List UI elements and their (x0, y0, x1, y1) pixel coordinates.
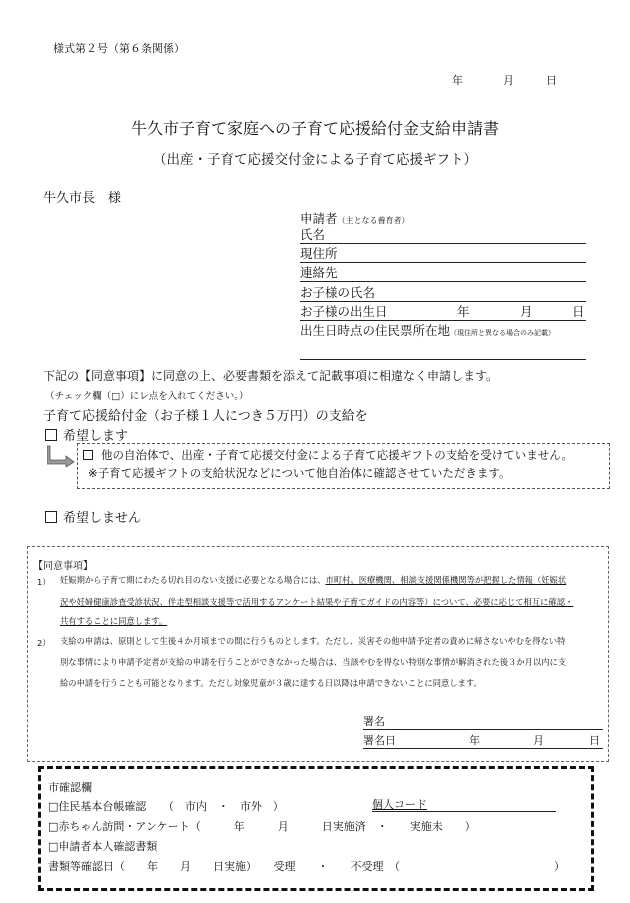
consent-item1-number: 1） (37, 577, 51, 587)
child-name-label: お子様の氏名 (300, 285, 376, 300)
option-wish[interactable] (45, 425, 128, 444)
consent-item1-b: 市町村、医療機関、相談支援関係機関等が把握した情報（妊娠状 (325, 575, 567, 585)
check-note: （チェック欄（□）にレ点を入れてください。） (45, 391, 249, 402)
consent-item1-line2: 況や妊婦健康診査受診状況、伴走型相談支援等で活用するアンケート結果や子育てガイドの内容等）について、必要に応じて相互に確認・ (60, 597, 574, 607)
registry-address-field[interactable] (300, 359, 586, 360)
sig-day-label: 日 (589, 734, 600, 747)
no-wish-checkbox[interactable] (45, 511, 57, 523)
wish-checkbox[interactable] (45, 429, 57, 441)
id-documents-check[interactable]: □申請者本人確認書類 (48, 840, 158, 853)
option-no-wish-label: 希望しません (63, 511, 142, 526)
applicant-heading-note: （主となる養育者） (337, 216, 410, 225)
option-wish-label: 希望します (63, 429, 129, 444)
contact-field[interactable] (300, 264, 586, 282)
child-birthdate-field[interactable] (300, 303, 586, 321)
contact-label: 連絡先 (300, 265, 338, 280)
addressee: 牛久市長 様 (43, 191, 122, 206)
form-subtitle: （出産・子育て応援交付金による子育て応援ギフト） (153, 152, 477, 168)
date-month-label: 月 (503, 74, 514, 87)
signature-field[interactable] (363, 715, 603, 730)
consent-item2-number: 2） (37, 638, 51, 648)
personal-code-field[interactable] (372, 798, 556, 812)
child-name-field[interactable] (300, 284, 586, 302)
applicant-heading-label: 申請者 (300, 211, 338, 226)
no-other-gift-option[interactable] (83, 447, 573, 463)
signature-label: 署名 (363, 715, 385, 728)
consent-item2-line1: 支給の申請は、原則として生後４か月頃までの間に行うものとします。ただし、災害その他申請予定者の責めに帰さないやむを得ない特 (60, 636, 566, 646)
birth-year-label: 年 (457, 304, 470, 319)
address-label: 現住所 (300, 246, 338, 261)
signature-date-field[interactable] (363, 734, 603, 749)
registry-address-row (300, 322, 586, 339)
consent-item2-line2: 別な事情により申請予定者が支給の申請を行うことができなかった場合は、当該やむを得ない特別な事情が解消された後３か月以内に支 (60, 657, 567, 667)
consent-item1-line1 (60, 576, 566, 585)
city-heading: 市確認欄 (48, 781, 92, 794)
birth-day-label: 日 (572, 304, 585, 319)
personal-code-label: 個人コード (372, 798, 427, 811)
consent-item1-a: 妊娠期から子育て期にわたる切れ目のない支援に必要となる場合には、 (60, 575, 326, 585)
name-field[interactable] (300, 226, 586, 244)
applicant-heading (300, 209, 410, 227)
consent-item1-line3: 共有することに同意します。 (60, 616, 168, 626)
name-label: 氏名 (300, 227, 326, 242)
birth-month-label: 月 (520, 304, 533, 319)
child-birthdate-label: お子様の出生日 (300, 304, 388, 319)
sub-option-line2: ※子育て応援ギフトの支給状況などについて他自治体に確認させていただきます。 (88, 466, 511, 480)
date-day-label: 日 (546, 74, 557, 87)
address-field[interactable] (300, 245, 586, 263)
form-title: 牛久市子育て家庭への子育て応援給付金支給申請書 (130, 119, 499, 138)
lead-text: 下記の【同意事項】に同意の上、必要書類を添えて記載事項に相違なく申請します。 (43, 369, 499, 383)
corner-arrow-icon (47, 445, 77, 467)
sub-option-line1: 他の自治体で、出産・子育て応援交付金による子育て応援ギフトの支給を受けていません。 (101, 448, 573, 462)
option-no-wish[interactable] (45, 507, 141, 526)
sig-year-label: 年 (469, 734, 480, 747)
sig-month-label: 月 (533, 734, 544, 747)
signature-date-label: 署名日 (363, 734, 396, 747)
document-check-date[interactable]: 書類等確認日（ 年 月 日実施） 受理 ・ 不受理 （ ） (48, 860, 565, 873)
form-number: 様式第２号（第６条関係） (53, 42, 185, 55)
consent-heading: 【同意事項】 (33, 561, 93, 572)
resident-registry-check[interactable]: □住民基本台帳確認 （ 市内 ・ 市外 ） (48, 800, 284, 813)
registry-address-label: 出生日時点の住民票所在地 (300, 323, 451, 338)
baby-visit-check[interactable]: □赤ちゃん訪問・アンケート（ 年 月 日実施済 ・ 実施未 ） (48, 820, 476, 833)
support-question: 子育て応援給付金（お子様１人につき５万円）の支給を (43, 409, 368, 424)
no-other-gift-checkbox[interactable] (83, 450, 93, 460)
date-year-label: 年 (452, 74, 463, 87)
consent-item2-line3: 給の申請を行うことも可能となります。ただし対象児童が３歳に達する日以降は申請できないことに同意します。 (60, 678, 482, 688)
registry-address-note: （現住所と異なる場合のみ記載） (450, 329, 556, 337)
